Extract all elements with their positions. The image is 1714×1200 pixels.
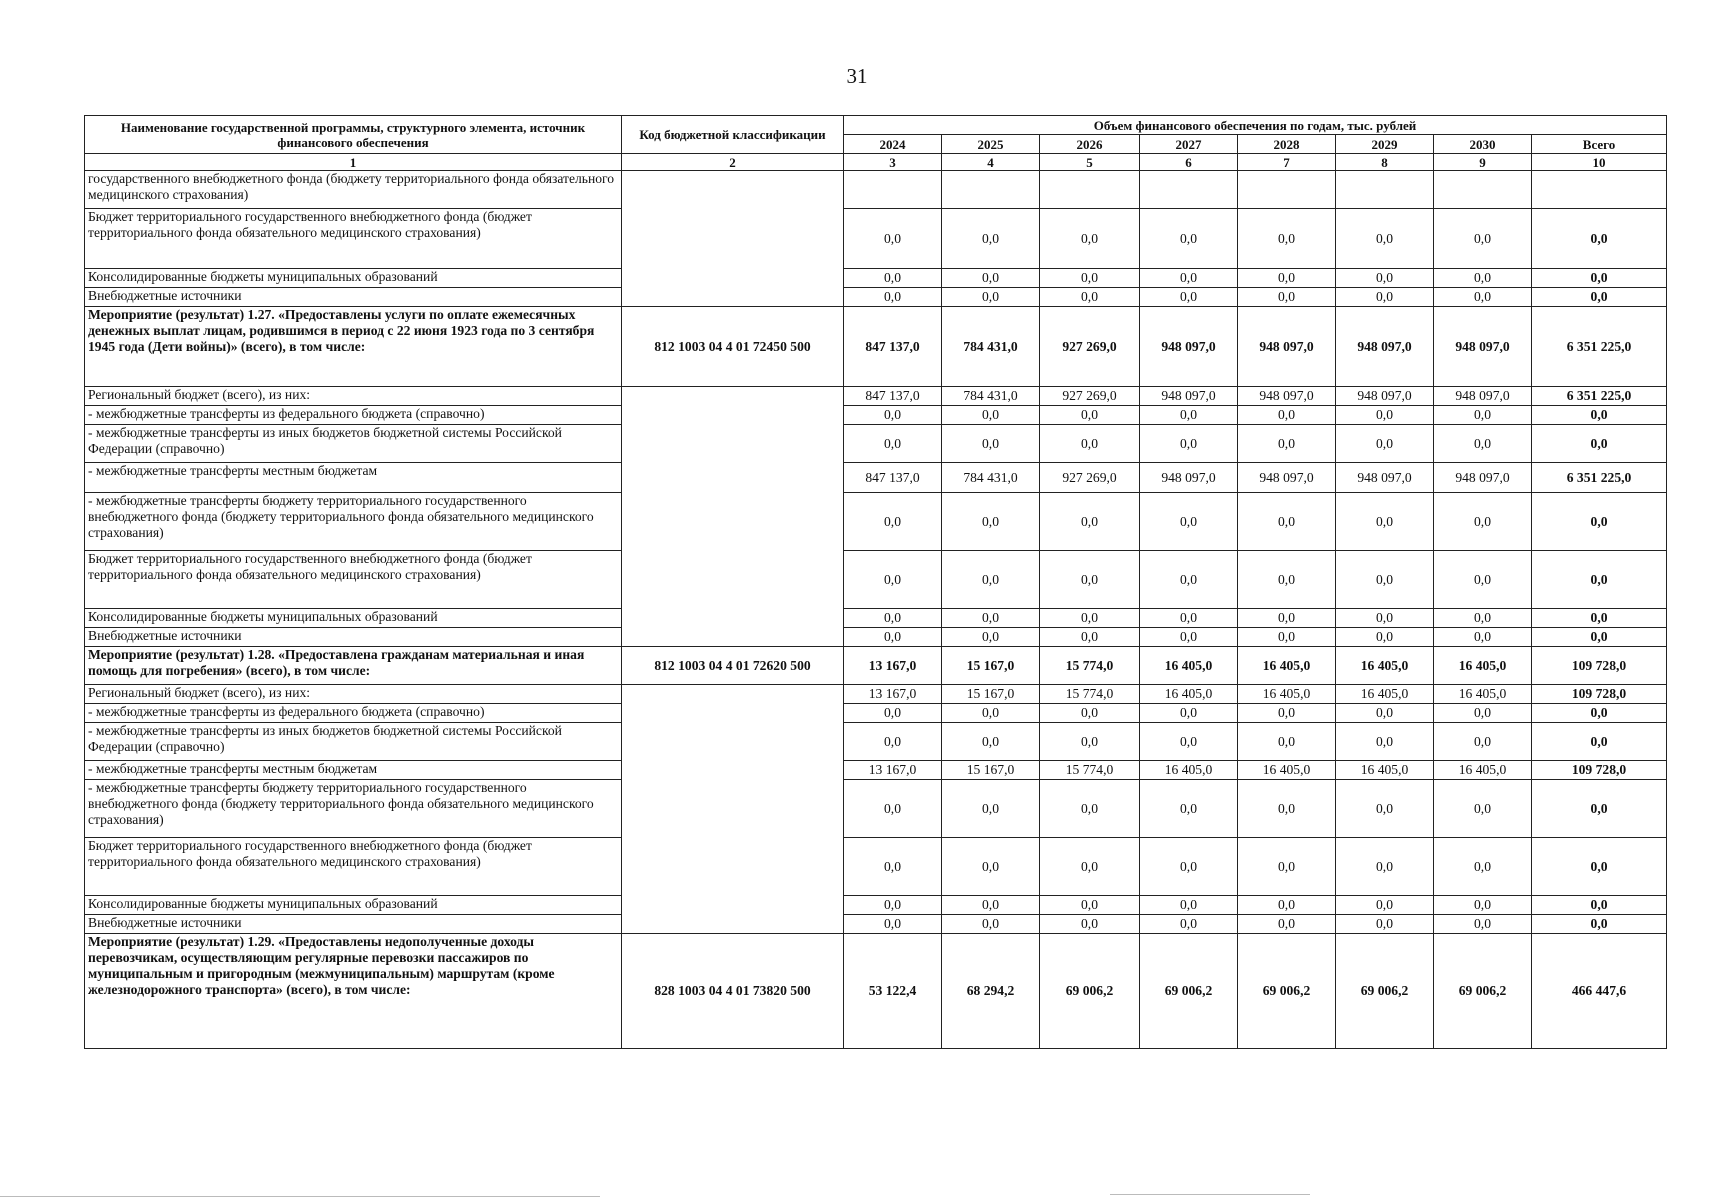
year-value: 0,0 <box>1140 723 1238 761</box>
year-value: 0,0 <box>1238 838 1336 896</box>
header-volume: Объем финансового обеспечения по годам, тыс. рублей <box>844 116 1667 135</box>
year-value: 0,0 <box>1040 915 1140 934</box>
table-row <box>85 628 1667 647</box>
year-value: 0,0 <box>1336 493 1434 551</box>
year-value: 0,0 <box>942 628 1040 647</box>
year-value: 0,0 <box>844 269 942 288</box>
year-value: 0,0 <box>1040 493 1140 551</box>
table-row <box>85 685 1667 704</box>
table-row <box>85 723 1667 761</box>
scan-edge-line <box>1110 1194 1310 1195</box>
year-value <box>1140 171 1238 209</box>
column-number: 1 <box>85 154 622 171</box>
year-value: 948 097,0 <box>1238 307 1336 387</box>
total-value: 0,0 <box>1532 896 1667 915</box>
year-value: 0,0 <box>1040 551 1140 609</box>
year-value: 0,0 <box>1336 723 1434 761</box>
year-value <box>1434 171 1532 209</box>
year-value: 927 269,0 <box>1040 307 1140 387</box>
year-value: 16 405,0 <box>1238 647 1336 685</box>
year-value: 0,0 <box>844 551 942 609</box>
year-value: 16 405,0 <box>1434 761 1532 780</box>
total-value: 0,0 <box>1532 704 1667 723</box>
header-year: 2024 <box>844 135 942 154</box>
year-value: 0,0 <box>1336 896 1434 915</box>
total-value: 0,0 <box>1532 609 1667 628</box>
year-value: 0,0 <box>1434 838 1532 896</box>
total-value: 0,0 <box>1532 493 1667 551</box>
column-number: 5 <box>1040 154 1140 171</box>
year-value: 0,0 <box>1238 288 1336 307</box>
year-value: 0,0 <box>942 209 1040 269</box>
year-value: 0,0 <box>1336 915 1434 934</box>
year-value: 0,0 <box>1336 209 1434 269</box>
row-name: Внебюджетные источники <box>85 915 622 934</box>
year-value: 0,0 <box>1140 269 1238 288</box>
year-value: 0,0 <box>844 493 942 551</box>
year-value: 16 405,0 <box>1434 647 1532 685</box>
year-value: 0,0 <box>1434 493 1532 551</box>
table-row <box>85 704 1667 723</box>
year-value: 0,0 <box>1434 406 1532 425</box>
year-value: 0,0 <box>1140 288 1238 307</box>
header-year: 2027 <box>1140 135 1238 154</box>
row-name: Региональный бюджет (всего), из них: <box>85 685 622 704</box>
table-row <box>85 838 1667 896</box>
year-value: 0,0 <box>1434 723 1532 761</box>
year-value: 0,0 <box>1434 915 1532 934</box>
total-value: 6 351 225,0 <box>1532 463 1667 493</box>
page-number: 31 <box>846 64 868 88</box>
year-value: 0,0 <box>1238 269 1336 288</box>
year-value: 0,0 <box>1238 723 1336 761</box>
table-row <box>85 780 1667 838</box>
year-value: 0,0 <box>1336 609 1434 628</box>
year-value: 0,0 <box>1140 406 1238 425</box>
year-value: 847 137,0 <box>844 463 942 493</box>
column-number: 9 <box>1434 154 1532 171</box>
row-name: - межбюджетные трансферты из иных бюджетов бюджетной системы Российской Федерации (справочно) <box>85 425 622 463</box>
year-value: 0,0 <box>1336 425 1434 463</box>
row-name: Мероприятие (результат) 1.27. «Предоставлены услуги по оплате ежемесячных денежных выплат лицам, родившимся в период с 22 июня 1923 года по 3 сентября 1945 года (Дети войны)» (всего), в том числе: <box>85 307 622 387</box>
year-value: 0,0 <box>844 288 942 307</box>
year-value: 0,0 <box>844 780 942 838</box>
year-value: 0,0 <box>1238 915 1336 934</box>
year-value: 13 167,0 <box>844 685 942 704</box>
year-value: 16 405,0 <box>1140 685 1238 704</box>
total-value: 466 447,6 <box>1532 934 1667 1049</box>
year-value: 0,0 <box>1434 551 1532 609</box>
year-value: 927 269,0 <box>1040 387 1140 406</box>
year-value: 0,0 <box>1434 288 1532 307</box>
table-row <box>85 387 1667 406</box>
row-name: Консолидированные бюджеты муниципальных образований <box>85 609 622 628</box>
year-value: 0,0 <box>1040 838 1140 896</box>
year-value: 0,0 <box>1140 896 1238 915</box>
budget-code-cell <box>622 387 844 647</box>
year-value: 16 405,0 <box>1336 761 1434 780</box>
total-value: 0,0 <box>1532 551 1667 609</box>
year-value: 0,0 <box>1040 780 1140 838</box>
year-value: 13 167,0 <box>844 647 942 685</box>
year-value: 0,0 <box>1336 406 1434 425</box>
year-value: 0,0 <box>1040 609 1140 628</box>
financing-table <box>84 115 1667 1049</box>
year-value: 16 405,0 <box>1434 685 1532 704</box>
year-value: 0,0 <box>1140 915 1238 934</box>
row-name: - межбюджетные трансферты из федерального бюджета (справочно) <box>85 704 622 723</box>
table-row <box>85 609 1667 628</box>
column-number: 7 <box>1238 154 1336 171</box>
total-value: 0,0 <box>1532 723 1667 761</box>
header-total: Всего <box>1532 135 1667 154</box>
year-value: 948 097,0 <box>1434 387 1532 406</box>
year-value: 0,0 <box>1434 209 1532 269</box>
table-row-measure <box>85 934 1667 1049</box>
year-value: 69 006,2 <box>1434 934 1532 1049</box>
header-year: 2029 <box>1336 135 1434 154</box>
year-value: 0,0 <box>1434 704 1532 723</box>
table-row <box>85 209 1667 269</box>
year-value: 0,0 <box>942 406 1040 425</box>
year-value: 847 137,0 <box>844 307 942 387</box>
year-value: 15 774,0 <box>1040 647 1140 685</box>
year-value: 948 097,0 <box>1336 307 1434 387</box>
total-value: 0,0 <box>1532 838 1667 896</box>
year-value: 0,0 <box>1238 896 1336 915</box>
year-value: 0,0 <box>1140 628 1238 647</box>
budget-code-cell: 828 1003 04 4 01 73820 500 <box>622 934 844 1049</box>
year-value: 0,0 <box>1040 704 1140 723</box>
year-value: 69 006,2 <box>1040 934 1140 1049</box>
year-value: 0,0 <box>942 704 1040 723</box>
year-value: 16 405,0 <box>1238 761 1336 780</box>
year-value <box>1336 171 1434 209</box>
year-value: 0,0 <box>1336 551 1434 609</box>
column-number: 6 <box>1140 154 1238 171</box>
year-value: 15 774,0 <box>1040 685 1140 704</box>
year-value: 948 097,0 <box>1238 387 1336 406</box>
column-number: 3 <box>844 154 942 171</box>
year-value: 0,0 <box>1434 269 1532 288</box>
year-value: 0,0 <box>1040 896 1140 915</box>
total-value: 0,0 <box>1532 780 1667 838</box>
year-value <box>844 171 942 209</box>
year-value: 0,0 <box>1238 551 1336 609</box>
year-value: 0,0 <box>1238 628 1336 647</box>
table-row <box>85 915 1667 934</box>
year-value: 0,0 <box>844 838 942 896</box>
total-value: 0,0 <box>1532 406 1667 425</box>
year-value: 0,0 <box>1434 425 1532 463</box>
year-value: 0,0 <box>1434 628 1532 647</box>
header-year: 2026 <box>1040 135 1140 154</box>
column-number: 4 <box>942 154 1040 171</box>
year-value: 0,0 <box>1040 723 1140 761</box>
year-value: 15 774,0 <box>1040 761 1140 780</box>
row-name: - межбюджетные трансферты бюджету территориального государственного внебюджетного фонда (бюджету территориального фонда обязательного медицинского страхования) <box>85 780 622 838</box>
year-value: 927 269,0 <box>1040 463 1140 493</box>
year-value: 948 097,0 <box>1434 307 1532 387</box>
year-value: 0,0 <box>942 493 1040 551</box>
year-value: 0,0 <box>844 704 942 723</box>
row-name: - межбюджетные трансферты местным бюджетам <box>85 761 622 780</box>
column-number: 8 <box>1336 154 1434 171</box>
year-value: 0,0 <box>1040 406 1140 425</box>
total-value: 0,0 <box>1532 425 1667 463</box>
column-number: 2 <box>622 154 844 171</box>
row-name: - межбюджетные трансферты из иных бюджетов бюджетной системы Российской Федерации (справочно) <box>85 723 622 761</box>
year-value: 69 006,2 <box>1336 934 1434 1049</box>
table-row <box>85 463 1667 493</box>
year-value: 0,0 <box>1336 269 1434 288</box>
total-value: 0,0 <box>1532 628 1667 647</box>
row-name: Бюджет территориального государственного внебюджетного фонда (бюджет территориального фонда обязательного медицинского страхования) <box>85 838 622 896</box>
year-value: 0,0 <box>1336 780 1434 838</box>
table-row <box>85 493 1667 551</box>
year-value: 0,0 <box>844 915 942 934</box>
budget-code-cell: 812 1003 04 4 01 72450 500 <box>622 307 844 387</box>
year-value: 0,0 <box>1140 425 1238 463</box>
year-value: 0,0 <box>844 209 942 269</box>
year-value: 0,0 <box>1434 609 1532 628</box>
total-value <box>1532 171 1667 209</box>
year-value: 0,0 <box>844 723 942 761</box>
header-year: 2028 <box>1238 135 1336 154</box>
year-value: 16 405,0 <box>1140 647 1238 685</box>
row-name: Бюджет территориального государственного внебюджетного фонда (бюджет территориального фонда обязательного медицинского страхования) <box>85 209 622 269</box>
year-value <box>1040 171 1140 209</box>
year-value: 0,0 <box>1040 209 1140 269</box>
year-value: 948 097,0 <box>1238 463 1336 493</box>
year-value: 16 405,0 <box>1140 761 1238 780</box>
year-value: 0,0 <box>844 628 942 647</box>
year-value: 0,0 <box>942 288 1040 307</box>
budget-code-cell <box>622 171 844 307</box>
year-value: 0,0 <box>942 915 1040 934</box>
year-value: 0,0 <box>844 425 942 463</box>
year-value: 0,0 <box>1336 704 1434 723</box>
row-name: Мероприятие (результат) 1.28. «Предоставлена гражданам материальная и иная помощь для погребения» (всего), в том числе: <box>85 647 622 685</box>
year-value: 16 405,0 <box>1336 685 1434 704</box>
year-value: 0,0 <box>844 406 942 425</box>
budget-code-cell: 812 1003 04 4 01 72620 500 <box>622 647 844 685</box>
table-row <box>85 288 1667 307</box>
year-value: 15 167,0 <box>942 685 1040 704</box>
header-name: Наименование государственной программы, структурного элемента, источник финансового обеспечения <box>85 116 622 154</box>
header-year: 2030 <box>1434 135 1532 154</box>
year-value: 847 137,0 <box>844 387 942 406</box>
year-value: 0,0 <box>1238 425 1336 463</box>
year-value: 948 097,0 <box>1434 463 1532 493</box>
row-name: Региональный бюджет (всего), из них: <box>85 387 622 406</box>
year-value <box>1238 171 1336 209</box>
year-value: 0,0 <box>1040 628 1140 647</box>
row-name: - межбюджетные трансферты местным бюджетам <box>85 463 622 493</box>
year-value: 0,0 <box>1140 493 1238 551</box>
year-value: 784 431,0 <box>942 463 1040 493</box>
year-value: 948 097,0 <box>1140 387 1238 406</box>
year-value: 0,0 <box>1040 269 1140 288</box>
year-value: 53 122,4 <box>844 934 942 1049</box>
row-name: - межбюджетные трансферты из федерального бюджета (справочно) <box>85 406 622 425</box>
row-name: Бюджет территориального государственного внебюджетного фонда (бюджет территориального фонда обязательного медицинского страхования) <box>85 551 622 609</box>
table-row <box>85 425 1667 463</box>
year-value: 0,0 <box>1238 704 1336 723</box>
year-value: 0,0 <box>1238 609 1336 628</box>
total-value: 0,0 <box>1532 209 1667 269</box>
year-value: 0,0 <box>942 609 1040 628</box>
total-value: 0,0 <box>1532 288 1667 307</box>
column-number: 10 <box>1532 154 1667 171</box>
table-row-measure <box>85 647 1667 685</box>
row-name: - межбюджетные трансферты бюджету территориального государственного внебюджетного фонда (бюджету территориального фонда обязательного медицинского страхования) <box>85 493 622 551</box>
table-row <box>85 761 1667 780</box>
year-value: 0,0 <box>942 838 1040 896</box>
table-row <box>85 896 1667 915</box>
year-value: 0,0 <box>1238 209 1336 269</box>
year-value: 15 167,0 <box>942 647 1040 685</box>
year-value: 0,0 <box>1336 288 1434 307</box>
year-value: 15 167,0 <box>942 761 1040 780</box>
budget-code-cell <box>622 685 844 934</box>
table-row <box>85 171 1667 209</box>
year-value: 0,0 <box>1040 425 1140 463</box>
year-value: 0,0 <box>1238 406 1336 425</box>
header-year: 2025 <box>942 135 1040 154</box>
year-value: 948 097,0 <box>1140 463 1238 493</box>
year-value: 0,0 <box>844 609 942 628</box>
table-row <box>85 551 1667 609</box>
year-value: 948 097,0 <box>1336 387 1434 406</box>
row-name: Мероприятие (результат) 1.29. «Предоставлены недополученные доходы перевозчикам, осуществляющим регулярные перевозки пассажиров по муниципальным и пригородным (межмуниципальным) маршрутам (кроме железнодорожного транспорта» (всего), в том числе: <box>85 934 622 1049</box>
row-name: Консолидированные бюджеты муниципальных образований <box>85 896 622 915</box>
total-value: 109 728,0 <box>1532 761 1667 780</box>
year-value: 784 431,0 <box>942 387 1040 406</box>
year-value: 0,0 <box>942 269 1040 288</box>
year-value: 0,0 <box>1140 551 1238 609</box>
year-value: 69 006,2 <box>1140 934 1238 1049</box>
year-value: 0,0 <box>942 551 1040 609</box>
table-row <box>85 269 1667 288</box>
total-value: 0,0 <box>1532 915 1667 934</box>
year-value: 948 097,0 <box>1336 463 1434 493</box>
year-value: 0,0 <box>942 896 1040 915</box>
year-value: 0,0 <box>1238 780 1336 838</box>
year-value: 0,0 <box>1140 838 1238 896</box>
year-value: 0,0 <box>844 896 942 915</box>
total-value: 6 351 225,0 <box>1532 307 1667 387</box>
year-value: 0,0 <box>1040 288 1140 307</box>
year-value: 0,0 <box>1140 609 1238 628</box>
year-value: 784 431,0 <box>942 307 1040 387</box>
year-value: 0,0 <box>942 723 1040 761</box>
row-name: Консолидированные бюджеты муниципальных образований <box>85 269 622 288</box>
year-value: 16 405,0 <box>1336 647 1434 685</box>
total-value: 109 728,0 <box>1532 685 1667 704</box>
row-name: Внебюджетные источники <box>85 628 622 647</box>
year-value: 0,0 <box>942 425 1040 463</box>
year-value: 16 405,0 <box>1238 685 1336 704</box>
table-row <box>85 406 1667 425</box>
year-value: 69 006,2 <box>1238 934 1336 1049</box>
year-value: 948 097,0 <box>1140 307 1238 387</box>
year-value: 0,0 <box>1140 780 1238 838</box>
total-value: 6 351 225,0 <box>1532 387 1667 406</box>
year-value <box>942 171 1040 209</box>
row-name: государственного внебюджетного фонда (бюджету территориального фонда обязательного медицинского страхования) <box>85 171 622 209</box>
year-value: 0,0 <box>942 780 1040 838</box>
year-value: 0,0 <box>1336 838 1434 896</box>
year-value: 0,0 <box>1434 780 1532 838</box>
row-name: Внебюджетные источники <box>85 288 622 307</box>
year-value: 0,0 <box>1434 896 1532 915</box>
year-value: 68 294,2 <box>942 934 1040 1049</box>
scan-edge-line <box>0 1196 600 1197</box>
total-value: 109 728,0 <box>1532 647 1667 685</box>
year-value: 13 167,0 <box>844 761 942 780</box>
total-value: 0,0 <box>1532 269 1667 288</box>
header-code: Код бюджетной классификации <box>622 116 844 154</box>
table-row-measure <box>85 307 1667 387</box>
year-value: 0,0 <box>1238 493 1336 551</box>
year-value: 0,0 <box>1336 628 1434 647</box>
year-value: 0,0 <box>1140 704 1238 723</box>
year-value: 0,0 <box>1140 209 1238 269</box>
